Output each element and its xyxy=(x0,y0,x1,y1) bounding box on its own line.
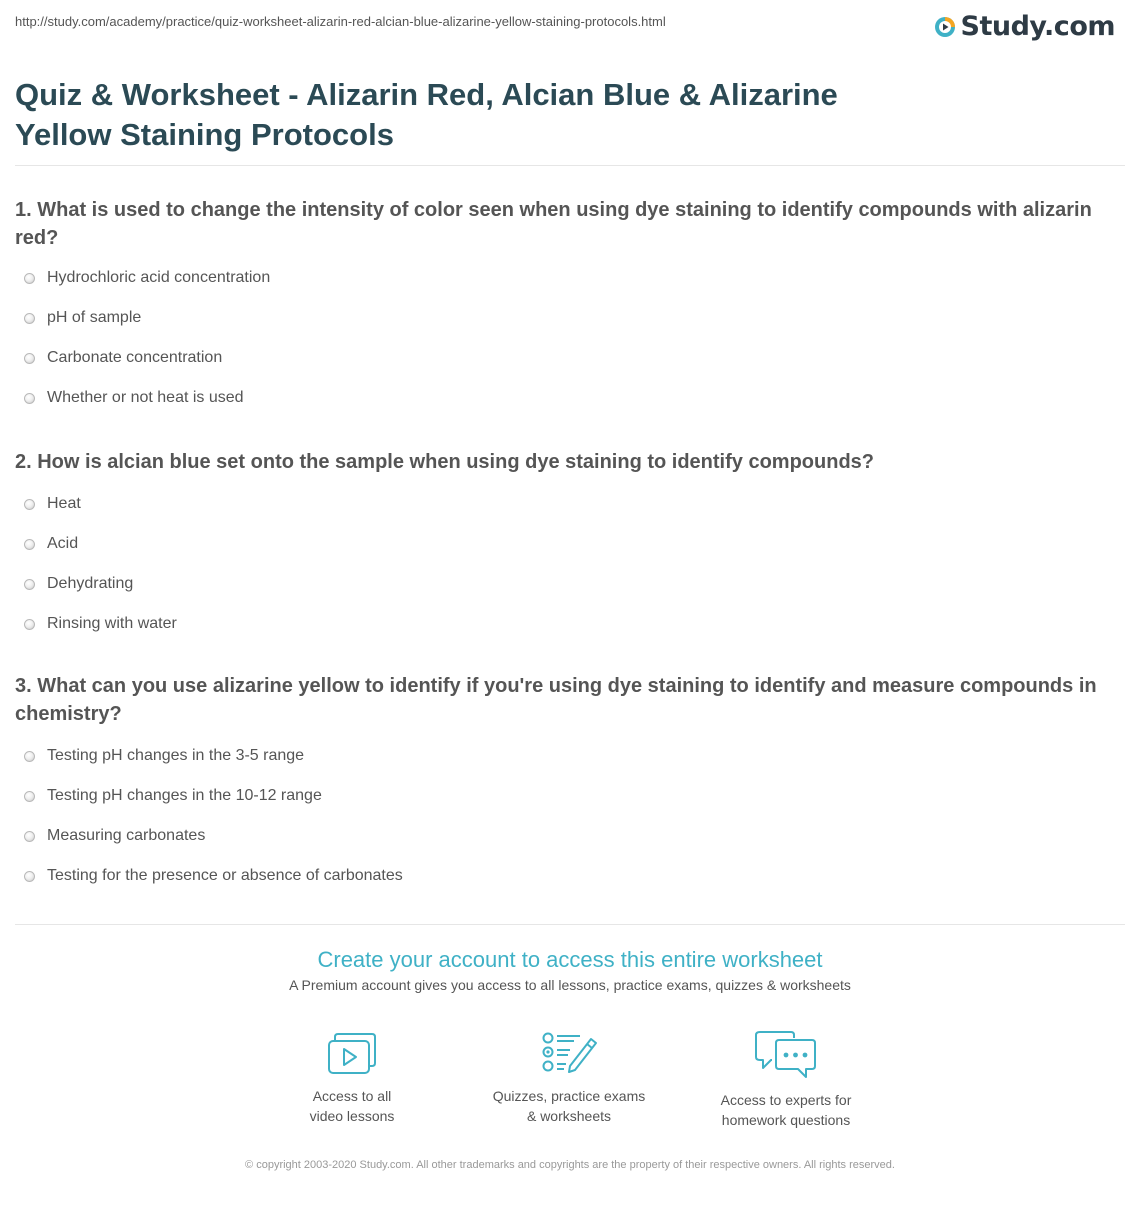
answer-option[interactable] xyxy=(15,816,1130,856)
radio-icon[interactable] xyxy=(24,353,35,364)
cta-title-link[interactable]: Create your account to access this entire worksheet xyxy=(317,947,823,972)
radio-icon[interactable] xyxy=(24,579,35,590)
chat-bubbles-icon xyxy=(754,1030,818,1080)
top-bar xyxy=(15,12,1125,52)
logo-text: Study.com xyxy=(960,11,1115,42)
feature-label: Access to experts for homework questions xyxy=(720,1092,852,1128)
feature-label: Access to all video lessons xyxy=(309,1088,395,1124)
answer-option[interactable] xyxy=(15,298,1130,338)
option-label: Testing pH changes in the 3-5 range xyxy=(47,747,305,764)
question-2 xyxy=(15,448,1130,644)
answer-option[interactable] xyxy=(15,338,1130,378)
feature-label: Quizzes, practice exams & worksheets xyxy=(492,1088,646,1124)
option-label: Rinsing with water xyxy=(47,615,177,632)
divider xyxy=(15,165,1125,166)
option-label: Acid xyxy=(47,535,79,552)
radio-icon[interactable] xyxy=(24,313,35,324)
answer-option[interactable] xyxy=(15,736,1130,776)
radio-icon[interactable] xyxy=(24,539,35,550)
option-label: Carbonate concentration xyxy=(47,349,223,366)
option-label: Testing pH changes in the 10-12 range xyxy=(47,787,322,804)
feature-quizzes xyxy=(469,1030,669,1126)
radio-icon[interactable] xyxy=(24,751,35,762)
question-1 xyxy=(15,196,1130,418)
answer-option[interactable] xyxy=(15,378,1130,418)
radio-icon[interactable] xyxy=(24,273,35,284)
cta-subtitle: A Premium account gives you access to all lessons, practice exams, quizzes & worksheets xyxy=(289,977,851,993)
options-list xyxy=(15,258,1130,418)
answer-option[interactable] xyxy=(15,484,1130,524)
answer-option[interactable] xyxy=(15,564,1130,604)
question-text: 3. What can you use alizarine yellow to identify if you're using dye staining to identify and measure compounds in chemistry? xyxy=(15,675,1097,725)
option-label: pH of sample xyxy=(47,309,142,326)
radio-icon[interactable] xyxy=(24,619,35,630)
option-label: Dehydrating xyxy=(47,575,134,592)
answer-option[interactable] xyxy=(15,604,1130,644)
question-3 xyxy=(15,672,1130,896)
option-label: Heat xyxy=(47,495,81,512)
radio-icon[interactable] xyxy=(24,831,35,842)
video-lessons-icon xyxy=(326,1030,378,1076)
signup-cta xyxy=(0,945,1140,995)
radio-icon[interactable] xyxy=(24,871,35,882)
answer-option[interactable] xyxy=(15,258,1130,298)
question-text: 2. How is alcian blue set onto the sample when using dye staining to identify compounds? xyxy=(15,451,874,473)
radio-icon[interactable] xyxy=(24,791,35,802)
answer-option[interactable] xyxy=(15,776,1130,816)
page-url: http://study.com/academy/practice/quiz-worksheet-alizarin-red-alcian-blue-alizarine-yellow-staining-protocols.html xyxy=(15,14,666,29)
feature-video-lessons xyxy=(252,1030,452,1126)
option-label: Whether or not heat is used xyxy=(47,389,244,406)
radio-icon[interactable] xyxy=(24,499,35,510)
copyright-footer: © copyright 2003-2020 Study.com. All other trademarks and copyrights are the property of their respective owners. All rights reserved. xyxy=(245,1159,895,1171)
options-list xyxy=(15,484,1130,644)
answer-option[interactable] xyxy=(15,524,1130,564)
feature-list xyxy=(0,1030,1140,1130)
question-text: 1. What is used to change the intensity of color seen when using dye staining to identify compounds with alizarin red? xyxy=(15,199,1092,249)
study-logo[interactable] xyxy=(934,12,1115,42)
option-label: Hydrochloric acid concentration xyxy=(47,269,271,286)
answer-option[interactable] xyxy=(15,856,1130,896)
option-label: Measuring carbonates xyxy=(47,827,206,844)
radio-icon[interactable] xyxy=(24,393,35,404)
quiz-checklist-icon xyxy=(540,1030,598,1076)
option-label: Testing for the presence or absence of carbonates xyxy=(47,867,403,884)
options-list xyxy=(15,736,1130,896)
divider xyxy=(15,924,1125,925)
feature-experts xyxy=(686,1030,886,1130)
play-circle-icon xyxy=(934,16,956,38)
page-title: Quiz & Worksheet - Alizarin Red, Alcian Blue & Alizarine Yellow Staining Protocols xyxy=(15,77,838,152)
